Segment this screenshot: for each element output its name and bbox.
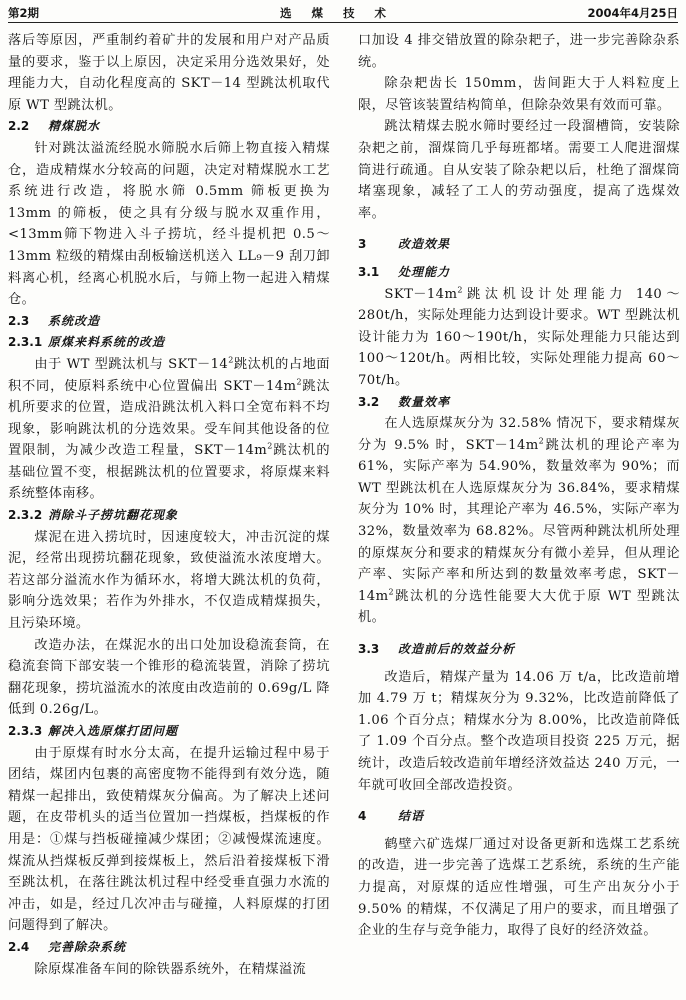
left-column (8, 30, 330, 980)
paragraph: 落后等原因，严重制约着矿井的发展和用户对产品质量的要求，鉴于以上原因，决定采用分选效果好，处理能力大，自动化程度高的 SKT－14 型跳汰机取代原 WT 型跳汰机。 (8, 33, 330, 113)
paragraph: 跳汰精煤去脱水筛时要经过一段溜槽筒，安装除杂耙之前，溜煤筒几乎每班都堵。需要工人爬进溜煤筒进行疏通。自从安装了除杂耙以后，杜绝了溜煤筒堵塞现象，减轻了工人的劳动强度，提高了选煤效率。 (358, 119, 680, 221)
section-heading: 3 改造效果 (358, 237, 451, 252)
paragraph: 煤泥在进入捞坑时，因速度较大，冲击沉淀的煤泥，经常出现捞坑翻花现象，致使溢流水浓度增大。若这部分溢流水作为循环水，将增大跳汰机的负荷，影响分选效果；若作为外排水，不仅造成精煤损失，且污染环境。 (8, 529, 330, 632)
right-column (358, 30, 680, 942)
paragraph: 针对跳汰溢流经脱水筛脱水后筛上物直接入精煤仓，造成精煤水分较高的问题，决定对精煤脱水工艺系统进行改造，将脱水筛 0.5mm 筛板更换为 13mm 的筛板，使之具有分级与脱水双重作用，<13mm筛下物进入斗子捞坑，经斗提机把 0.5～13mm 粒级的精煤由刮板输送机送入 LL₉－9 刮刀卸料离心机，经离心机脱水后，与筛上物一起进入精煤仓。 (8, 140, 330, 308)
paragraph: $SKT-14m^2$跳汰机设计处理能力 140～280t/h，实际处理能力达到设计要求。WT 型跳汰机设计能力为 160～190t/h，实际处理能力只能达到 100～120t/h。两相比较，实际处理能力提高 60～70t/h。 (358, 285, 680, 388)
subsection-heading: 2.3.1 原煤来料系统的改造 (8, 335, 166, 350)
section-heading: 2.3 系统改造 (8, 313, 101, 328)
paragraph: 由于原煤有时水分太高，在提升运输过程中易于团结，煤团内包裹的高密度物不能得到有效分选，随精煤一起排出，致使精煤灰分偏高。为了解决上述问题，在皮带机头的适当位置加一挡煤板，挡煤板的作用是：①煤与挡板碰撞减少煤团；②减慢煤流速度。煤流从挡煤板反弹到接煤板上，然后沿着接煤板下滑至跳汰机，在落往跳汰机过程中经受垂直强力水流的冲击，如是，经过几次冲击与碰撞，人料原煤的打团问题得到了解决。 (8, 745, 330, 934)
section-heading: 2.4 完善除杂系统 (8, 939, 127, 954)
paragraph: 改造办法，在煤泥水的出口处加设稳流套筒，在稳流套筒下部安装一个锥形的稳流装置，消除了捞坑翻花现象，捞坑溢流水的浓度由改造前的 0.69g/L 降低到 0.26g/L。 (8, 637, 330, 718)
paragraph: 除杂耙齿长 150mm，齿间距大于人料粒度上限，尽管该装置结构简单，但除杂效果有效而可靠。 (358, 76, 680, 113)
journal-title: 选煤技术 (280, 6, 406, 20)
subsection-heading: 2.3.3 解决入选原煤打团问题 (8, 724, 179, 738)
subsection-heading: 3.2 数量效率 (358, 394, 451, 409)
section-heading: 4 结语 (358, 809, 425, 824)
issue-date: 2004年4月25日 (587, 6, 678, 20)
paragraph: 口加设 4 排交错放置的除杂耙子，进一步完善除杂系统。 (358, 33, 680, 70)
paragraph: 除原煤准备车间的除铁器系统外，在精煤溢流 (34, 961, 307, 977)
subsection-heading: 3.3 改造前后的效益分析 (358, 642, 516, 657)
subsection-heading: 2.3.2 消除斗子捞坑翻花现象 (8, 508, 179, 523)
subsection-heading: 3.1 处理能力 (358, 264, 451, 279)
paragraph: 在人选原煤灰分为 32.58% 情况下，要求精煤灰分为 9.5% 时，$SKT-14m^2$跳汰机的理论产率为 61%，实际产率为 54.90%，数量效率为 90%；而 WT 型跳汰机在人选原煤灰分为 36.84%，要求精煤灰分为 10% 时，其理论产率为 46.5%，实际产率为 32%，数量效率为 68.82%。尽管两种跳汰机所处理的原煤灰分和要求的精煤灰分有微小差异，但从理论产率、实际产率和所达到的数量效率考虑，$SKT-14m^2$跳汰机的分选性能要大大优于原 WT 型跳汰机。 (358, 416, 680, 626)
paragraph: 改造后，精煤产量为 14.06 万 t/a，比改造前增加 4.79 万 t；精煤灰分为 9.32%，比改造前降低了 1.06 个百分点；精煤水分为 8.00%，比改造前降低了 1.09 个百分点。整个改造项目投资 225 万元，据统计，改造后较改造前年增经济效益达 240 万元，一年就可收回全部改造投资。 (358, 669, 680, 793)
section-heading: 2.2 精煤脱水 (8, 119, 101, 134)
paragraph: 鹤壁六矿选煤厂通过对设备更新和选煤工艺系统的改造，进一步完善了选煤工艺系统，系统的生产能力提高，对原煤的适应性增强，可生产出灰分小于 9.50% 的精煤，不仅满足了用户的要求，而且增强了企业的生存与竞争能力，取得了良好的经济效益。 (358, 836, 680, 939)
issue-number: 第2期 (8, 6, 40, 20)
paragraph: 由于 WT 型跳汰机与 $SKT-14^2$跳汰机的占地面积不同，使原料系统中心位置偏出 $SKT-14m^2$跳汰机所要求的位置，造成沿跳汰机入料口全宽布料不均现象，影响跳汰机的分选效果。受车间其他设备的位置限制，为减少改造工程量，$SKT-14m^2$跳汰机的基础位置不变，根据跳汰机的位置要求，将原煤来料系统整体南移。 (8, 355, 330, 502)
running-header (8, 2, 678, 23)
